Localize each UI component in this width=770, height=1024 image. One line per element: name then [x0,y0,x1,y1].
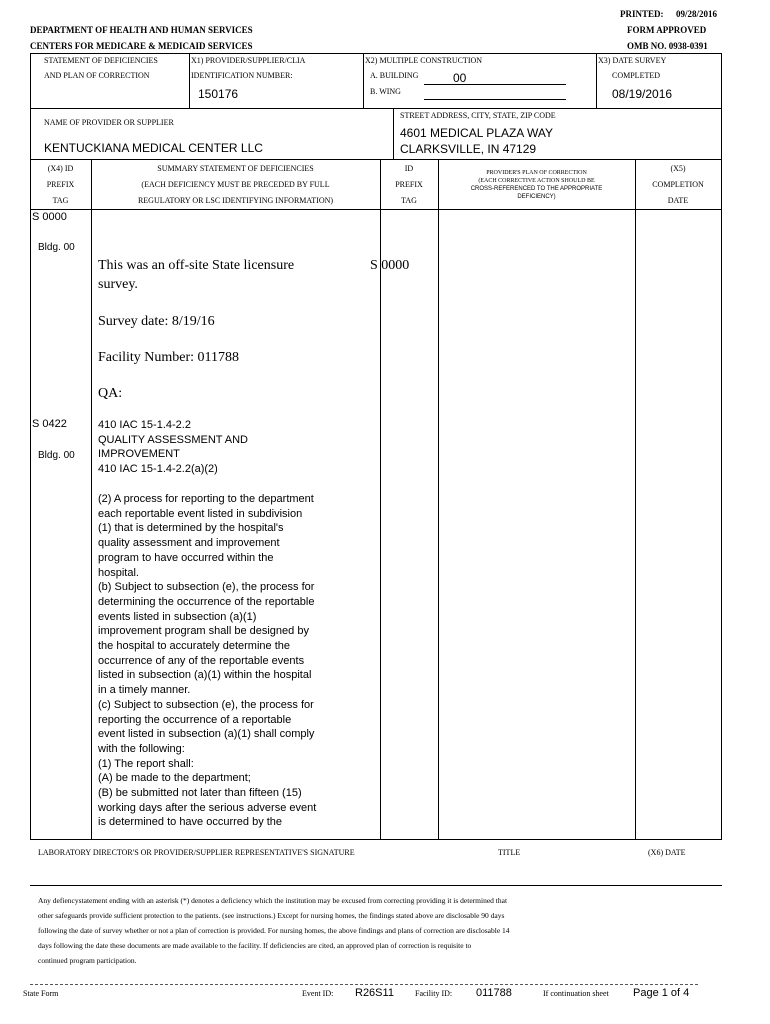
disclaimer [38,893,718,968]
survey-completed-date: 08/19/2016 [612,87,673,101]
prefix-label: PREFIX [395,180,423,189]
qa-label: QA: [98,386,123,401]
disclaimer-line: continued program participation. [38,956,137,965]
text-line: (1) The report shall: [98,757,194,770]
completed-label: COMPLETED [612,71,660,80]
tag-label: TAG [401,196,417,205]
address-line-1: 4601 MEDICAL PLAZA WAY [400,126,553,140]
street-address-label: STREET ADDRESS, CITY, STATE, ZIP CODE [400,111,556,120]
plan-of-correction-label: AND PLAN OF CORRECTION [44,71,150,80]
rule-line: QUALITY ASSESSMENT AND [98,433,248,446]
provider-id-value: 150176 [198,87,239,101]
date-survey-label: X3) DATE SURVEY [598,56,667,65]
text-line: in a timely manner. [98,684,191,697]
regulation-text [98,492,316,830]
summary-header-3: REGULATORY OR LSC IDENTIFYING INFORMATION) [137,196,334,205]
plan-header-1: PROVIDER'S PLAN OF CORRECTION [486,170,587,176]
disclaimer-line: following the date of survey whether or not a plan of correction is provided. For nursing homes, the above findings and plans of correction are disclosable 14 [38,926,510,935]
completion-label: COMPLETION [652,180,704,189]
multiple-construction-label: X2) MULTIPLE CONSTRUCTION [365,56,483,65]
building-value: 00 [453,71,467,85]
department-title: DEPARTMENT OF HEALTH AND HUMAN SERVICES [30,25,253,35]
statement-label: STATEMENT OF DEFICIENCIES [44,56,158,65]
x4-tag-label: TAG [52,196,69,205]
x4-id-label: (X4) ID [47,164,74,173]
rule-citation [98,418,248,477]
address-line-2: CLARKSVILLE, IN 47129 [400,142,537,156]
plan-header-4: DEFICIENCY) [517,194,556,200]
provider-name: KENTUCKIANA MEDICAL CENTER LLC [44,141,263,155]
intro-line-2: survey. [98,277,138,292]
facility-id-value: 011788 [476,987,512,999]
page-number: Page 1 of 4 [633,987,690,999]
x6-date-label: (X6) DATE [648,848,686,857]
summary-header-1: SUMMARY STATEMENT OF DEFICIENCIES [157,164,314,173]
disclaimer-line: days following the date these documents are made available to the facility. If deficiencies are cited, an approved plan of correction is requisite to [38,941,472,950]
survey-date: Survey date: 8/19/16 [98,314,215,329]
text-line: reporting the occurrence of a reportable [98,713,292,726]
text-line: (c) Subject to subsection (e), the process for [98,698,314,711]
facility-number: Facility Number: 011788 [98,350,240,365]
printed-label: PRINTED: [620,9,664,19]
disclaimer-line: other safeguards provide sufficient protection to the patients. (see instructions.) Except for nursing homes, the findings stated above are disclosable 90 days [38,911,505,920]
tag-s0000: S 0000 [32,211,67,223]
text-line: hospital. [98,566,139,579]
text-line: (A) be made to the department; [98,772,251,785]
centers-title: CENTERS FOR MEDICARE & MEDICAID SERVICES [30,41,253,51]
event-id-label: Event ID: [302,989,334,998]
text-line: (B) be submitted not later than fifteen (15) [98,787,302,800]
text-line: improvement program shall be designed by [98,625,309,638]
text-line: working days after the serious adverse event [98,801,317,814]
text-line: determining the occurrence of the reportable [98,595,315,608]
plan-header-3: CROSS-REFERENCED TO THE APPROPRIATE [470,186,603,192]
text-line: is determined to have occurred by the [98,816,283,829]
intro-line-1: This was an off-site State licensure [98,258,295,273]
form-approved: FORM APPROVED [627,25,707,35]
x5-label: (X5) [670,164,686,173]
title-label: TITLE [498,848,521,857]
rule-line: 410 IAC 15-1.4-2.2 [98,419,191,431]
building-label: A. BUILDING [370,71,419,80]
text-line: program to have occurred within the [98,551,274,564]
building-tag-1: Bldg. 00 [38,242,75,253]
rule-line: IMPROVEMENT [98,448,180,461]
state-form-label: State Form [23,989,59,998]
text-line: (b) Subject to subsection (e), the process for [98,581,315,594]
disclaimer-line: Any defiencystatement ending with an asterisk (*) denotes a deficiency which the institution may be excused from correcting providing it is determined that [38,896,508,905]
wing-label: B. WING [370,87,401,96]
text-line: the hospital to accurately determine the [98,640,291,653]
continuation-label: If continuation sheet [543,989,609,998]
signature-label: LABORATORY DIRECTOR'S OR PROVIDER/SUPPLIER REPRESENTATIVE'S SIGNATURE [38,848,355,857]
text-line: events listed in subsection (a)(1) [98,610,257,623]
building-tag-2: Bldg. 00 [38,450,75,461]
date-label: DATE [667,196,689,205]
right-tag-s0000: S 0000 [370,258,410,273]
identification-number-label: IDENTIFICATION NUMBER: [191,71,293,80]
text-line: (2) A process for reporting to the department [98,493,314,505]
text-line: with the following: [98,742,185,755]
event-id-value: R26S11 [355,987,394,999]
summary-header-2: (EACH DEFICIENCY MUST BE PRECEDED BY FULL [141,180,330,189]
printed-date: 09/28/2016 [676,9,718,19]
text-line: each reportable event listed in subdivision [98,507,303,520]
text-line: listed in subsection (a)(1) within the hospital [98,669,312,682]
text-line: (1) that is determined by the hospital's [98,522,284,535]
omb-number: OMB NO. 0938-0391 [627,41,708,51]
tag-s0422: S 0422 [32,418,67,430]
text-line: event listed in subsection (a)(1) shall comply [98,728,315,741]
plan-header-2: (EACH CORRECTIVE ACTION SHOULD BE [478,178,595,184]
provider-id-label: X1) PROVIDER/SUPPLIER/CLIA [191,56,306,65]
id-label: ID [404,164,414,173]
x4-prefix-label: PREFIX [46,180,75,189]
text-line: occurrence of any of the reportable events [98,654,305,667]
provider-name-label: NAME OF PROVIDER OR SUPPLIER [44,118,174,127]
facility-id-label: Facility ID: [415,989,453,998]
rule-line: 410 IAC 15-1.4-2.2(a)(2) [98,463,218,476]
text-line: quality assessment and improvement [98,537,280,550]
